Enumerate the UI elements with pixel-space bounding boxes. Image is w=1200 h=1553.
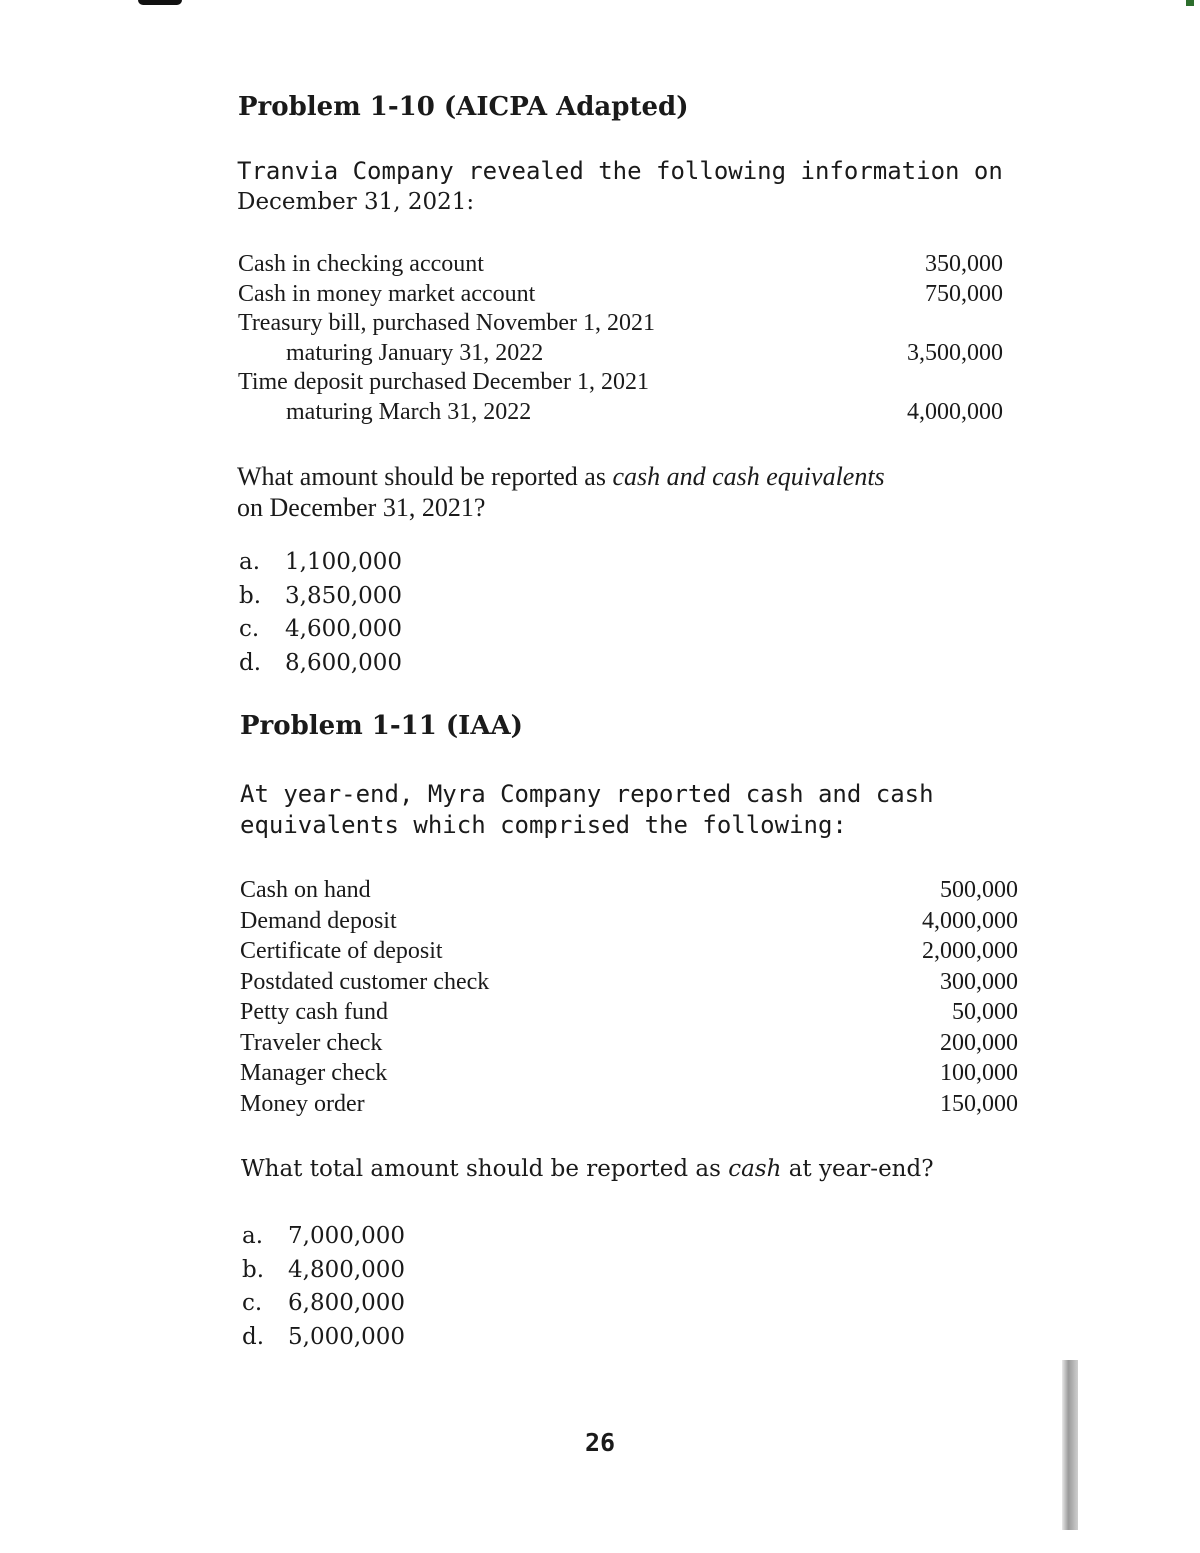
item-row <box>240 875 1018 906</box>
problem-11-items <box>240 875 1018 1119</box>
item-label: Demand deposit <box>240 907 397 934</box>
page-number: 26 <box>584 1428 616 1457</box>
item-row <box>240 997 1018 1028</box>
choice-letter: d. <box>239 649 262 676</box>
problem-10-items <box>238 250 1003 427</box>
item-row <box>240 936 1018 967</box>
question-text: on December 31, 2021? <box>237 493 486 522</box>
item-label: Petty cash fund <box>240 999 388 1025</box>
problem-10-intro-line: December 31, 2021: <box>237 189 475 215</box>
item-amount: 3,500,000 <box>907 339 1003 366</box>
item-amount: 350,000 <box>925 251 1003 277</box>
item-row <box>238 339 1003 369</box>
problem-11-title: Problem 1-11 (IAA) <box>240 711 523 741</box>
problem-11-intro-line: equivalents which comprised the following: <box>240 811 847 839</box>
problem-10-intro-line: Tranvia Company revealed the following information on <box>237 157 1003 185</box>
choice-letter: c. <box>242 1290 263 1316</box>
choice-value: 7,000,000 <box>288 1223 406 1249</box>
item-row <box>240 906 1018 937</box>
problem-10-question <box>237 461 885 523</box>
item-row <box>240 967 1018 998</box>
choice-value: 1,100,000 <box>285 549 403 575</box>
choice-value: 5,000,000 <box>288 1323 406 1350</box>
item-label: Treasury bill, purchased November 1, 2021 <box>238 310 656 336</box>
item-label: Cash in checking account <box>238 251 484 277</box>
choice-item <box>242 1220 405 1254</box>
choice-letter: c. <box>239 616 260 642</box>
item-row <box>240 1058 1018 1089</box>
scan-edge-shadow <box>1062 1360 1078 1530</box>
choice-value: 8,600,000 <box>285 649 403 676</box>
item-amount: 50,000 <box>952 999 1018 1025</box>
choice-value: 4,800,000 <box>288 1256 406 1283</box>
item-label: Cash on hand <box>240 877 371 903</box>
question-text: What amount should be reported as <box>237 462 613 491</box>
question-text: What total amount should be reported as <box>241 1156 729 1182</box>
item-amount: 750,000 <box>925 280 1003 307</box>
problem-10-intro <box>237 156 1003 218</box>
choice-letter: a. <box>239 549 261 575</box>
scan-artifact-right <box>1186 0 1194 6</box>
choice-letter: b. <box>242 1256 265 1283</box>
item-row <box>238 250 1003 280</box>
question-emphasis: cash and cash equivalents <box>612 462 885 491</box>
item-label: maturing January 31, 2022 <box>286 339 544 366</box>
item-label: Postdated customer check <box>240 968 490 995</box>
problem-11-intro-line: At year-end, Myra Company reported cash and cash <box>240 780 934 808</box>
item-label: Cash in money market account <box>238 280 536 307</box>
item-row <box>240 1089 1018 1120</box>
choice-item <box>239 613 402 647</box>
choice-item <box>242 1254 405 1288</box>
item-amount: 100,000 <box>940 1060 1018 1086</box>
problem-10-title: Problem 1-10 (AICPA Adapted) <box>238 92 689 122</box>
item-amount: 200,000 <box>940 1029 1018 1056</box>
item-label: Time deposit purchased December 1, 2021 <box>238 369 650 395</box>
choice-letter: d. <box>242 1323 265 1350</box>
item-amount: 4,000,000 <box>907 398 1003 425</box>
item-label: maturing March 31, 2022 <box>286 398 532 425</box>
item-amount: 150,000 <box>940 1090 1018 1117</box>
scan-artifact-left <box>138 0 182 5</box>
problem-11-intro <box>240 779 934 841</box>
item-amount: 300,000 <box>940 968 1018 995</box>
choice-value: 4,600,000 <box>285 616 403 642</box>
item-row <box>238 398 1003 428</box>
question-emphasis: cash <box>728 1156 782 1182</box>
item-label: Traveler check <box>240 1029 383 1056</box>
choice-item <box>239 546 402 580</box>
problem-11-choices <box>242 1220 405 1354</box>
choice-item <box>242 1321 405 1355</box>
choice-item <box>242 1287 405 1321</box>
item-row <box>238 368 1003 398</box>
problem-10-choices <box>239 546 402 680</box>
choice-value: 3,850,000 <box>285 582 403 609</box>
item-row <box>238 280 1003 310</box>
choice-value: 6,800,000 <box>288 1290 406 1316</box>
question-text: at year-end? <box>781 1156 934 1182</box>
choice-letter: a. <box>242 1223 264 1249</box>
item-label: Manager check <box>240 1060 388 1086</box>
item-row <box>240 1028 1018 1059</box>
choice-item <box>239 647 402 681</box>
item-label: Certificate of deposit <box>240 938 443 964</box>
item-label: Money order <box>240 1090 365 1117</box>
choice-letter: b. <box>239 582 262 609</box>
item-amount: 2,000,000 <box>922 938 1018 964</box>
item-amount: 4,000,000 <box>922 907 1018 934</box>
item-amount <box>860 309 1003 339</box>
item-row <box>238 309 1003 339</box>
item-amount <box>860 368 1003 398</box>
choice-item <box>239 580 402 614</box>
item-amount: 500,000 <box>940 877 1018 903</box>
problem-11-question <box>241 1154 934 1185</box>
